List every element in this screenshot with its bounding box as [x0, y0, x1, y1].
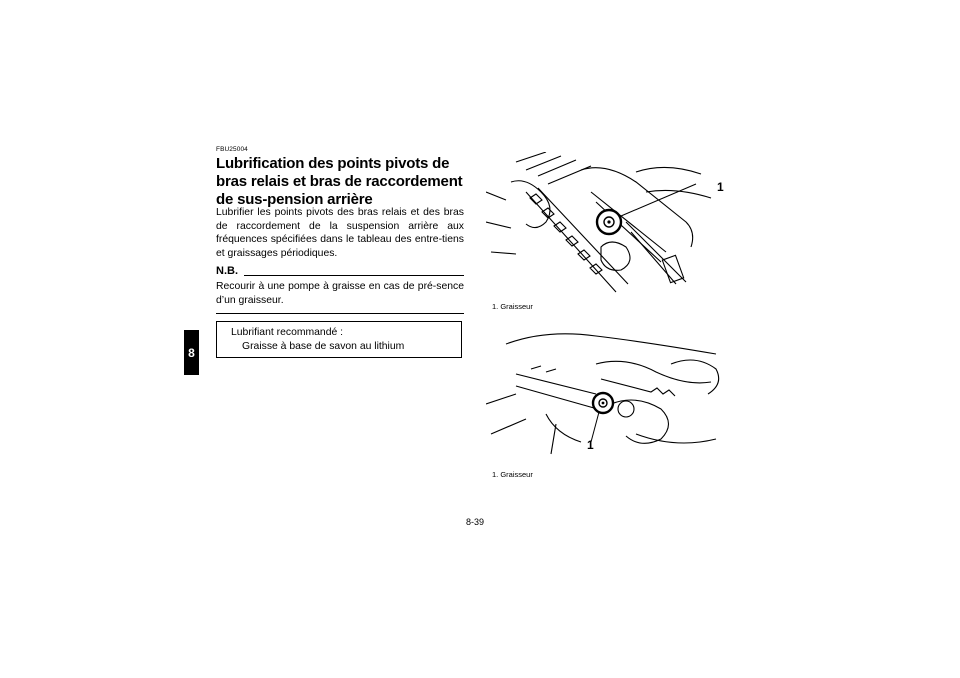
figure-grease-fitting-2: [486, 324, 728, 464]
figure-1-callout: 1: [717, 180, 724, 194]
figure-1-caption: 1. Graisseur: [492, 302, 533, 311]
page-number: 8-39: [466, 517, 485, 527]
section-code: FBU25004: [216, 146, 248, 153]
figure-grease-fitting-1: [486, 152, 728, 297]
figure-1-drawing: [486, 152, 728, 297]
note-label: N.B.: [216, 265, 238, 277]
section-title: Lubrification des points pivots de bras relais et bras de raccordement de sus-pension arrière: [216, 155, 463, 208]
figure-2-callout: 1: [587, 438, 594, 452]
note-text: Recourir à une pompe à graisse en cas de pré-sence d’un graisseur.: [216, 281, 464, 306]
lubricant-value: Graisse à base de savon au lithium: [242, 340, 405, 352]
figure-2-drawing: [486, 324, 728, 464]
note-rule: [244, 275, 464, 276]
lubricant-box: [216, 321, 462, 358]
lubricant-label: Lubrifiant recommandé :: [231, 327, 344, 338]
section-body: Lubrifier les points pivots des bras relais et des bras de raccordement de la suspension arrière aux fréquences spécifiées dans le tableau des entre-tiens et graissages périodiques.: [216, 207, 464, 259]
chapter-tab: 8: [184, 330, 199, 375]
note-end-rule: [216, 313, 464, 314]
figure-2-caption: 1. Graisseur: [492, 470, 533, 479]
